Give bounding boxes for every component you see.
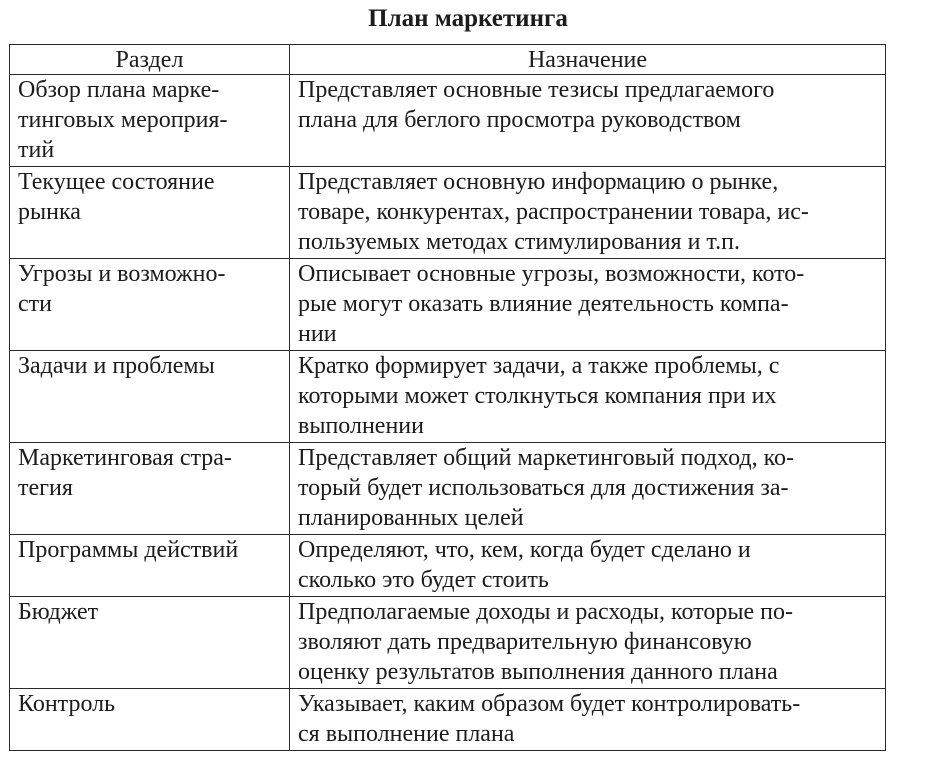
purpose-text: Представляет основную информацию о рынке, товаре, конкурентах, распространении товара, ис- пользуемых методах стимулирования и т.п. [298, 169, 809, 255]
section-text: Угрозы и возможно- сти [18, 261, 226, 317]
table-row [10, 535, 886, 597]
table-row [10, 597, 886, 689]
purpose-cell [290, 535, 886, 597]
purpose-text: Представляет основные тезисы предлагаемого плана для беглого просмотра руководством [298, 77, 775, 133]
purpose-text: Кратко формирует задачи, а также проблемы, с которыми может столкнуться компания при их выполнении [298, 353, 780, 439]
purpose-cell [290, 443, 886, 535]
purpose-cell [290, 75, 886, 167]
section-text: Программы действий [18, 537, 239, 563]
section-cell [10, 535, 290, 597]
section-cell [10, 597, 290, 689]
purpose-cell [290, 597, 886, 689]
section-text: Бюджет [18, 599, 99, 625]
purpose-cell [290, 167, 886, 259]
table-row [10, 75, 886, 167]
section-text: Контроль [18, 691, 116, 717]
table-row [10, 167, 886, 259]
table-row [10, 351, 886, 443]
table-header-row [10, 45, 886, 75]
purpose-text: Указывает, каким образом будет контролировать- ся выполнение плана [298, 691, 801, 747]
purpose-text: Описывает основные угрозы, возможности, кото- рые могут оказать влияние деятельность компа- нии [298, 261, 805, 347]
section-cell [10, 443, 290, 535]
page-title: План маркетинга [368, 5, 568, 32]
purpose-cell [290, 259, 886, 351]
purpose-cell [290, 689, 886, 751]
section-text: Обзор плана марке- тинговых мероприя- тий [18, 77, 228, 163]
section-text: Задачи и проблемы [18, 353, 215, 379]
table-row [10, 443, 886, 535]
purpose-cell [290, 351, 886, 443]
table-row [10, 259, 886, 351]
section-cell [10, 75, 290, 167]
section-cell [10, 689, 290, 751]
table-row [10, 689, 886, 751]
section-cell [10, 259, 290, 351]
section-text: Маркетинговая стра- тегия [18, 445, 232, 501]
section-cell [10, 167, 290, 259]
purpose-text: Определяют, что, кем, когда будет сделано и сколько это будет стоить [298, 537, 751, 593]
purpose-text: Предполагаемые доходы и расходы, которые по- зволяют дать предварительную финансовую оценку результатов выполнения данного плана [298, 599, 793, 685]
section-text: Текущее состояние рынка [18, 169, 215, 225]
purpose-text: Представляет общий маркетинговый подход, ко- торый будет использоваться для достижения за- планированных целей [298, 445, 795, 531]
header-purpose: Назначение [290, 45, 886, 75]
section-cell [10, 351, 290, 443]
marketing-plan-table [9, 44, 886, 751]
header-section: Раздел [10, 45, 290, 75]
